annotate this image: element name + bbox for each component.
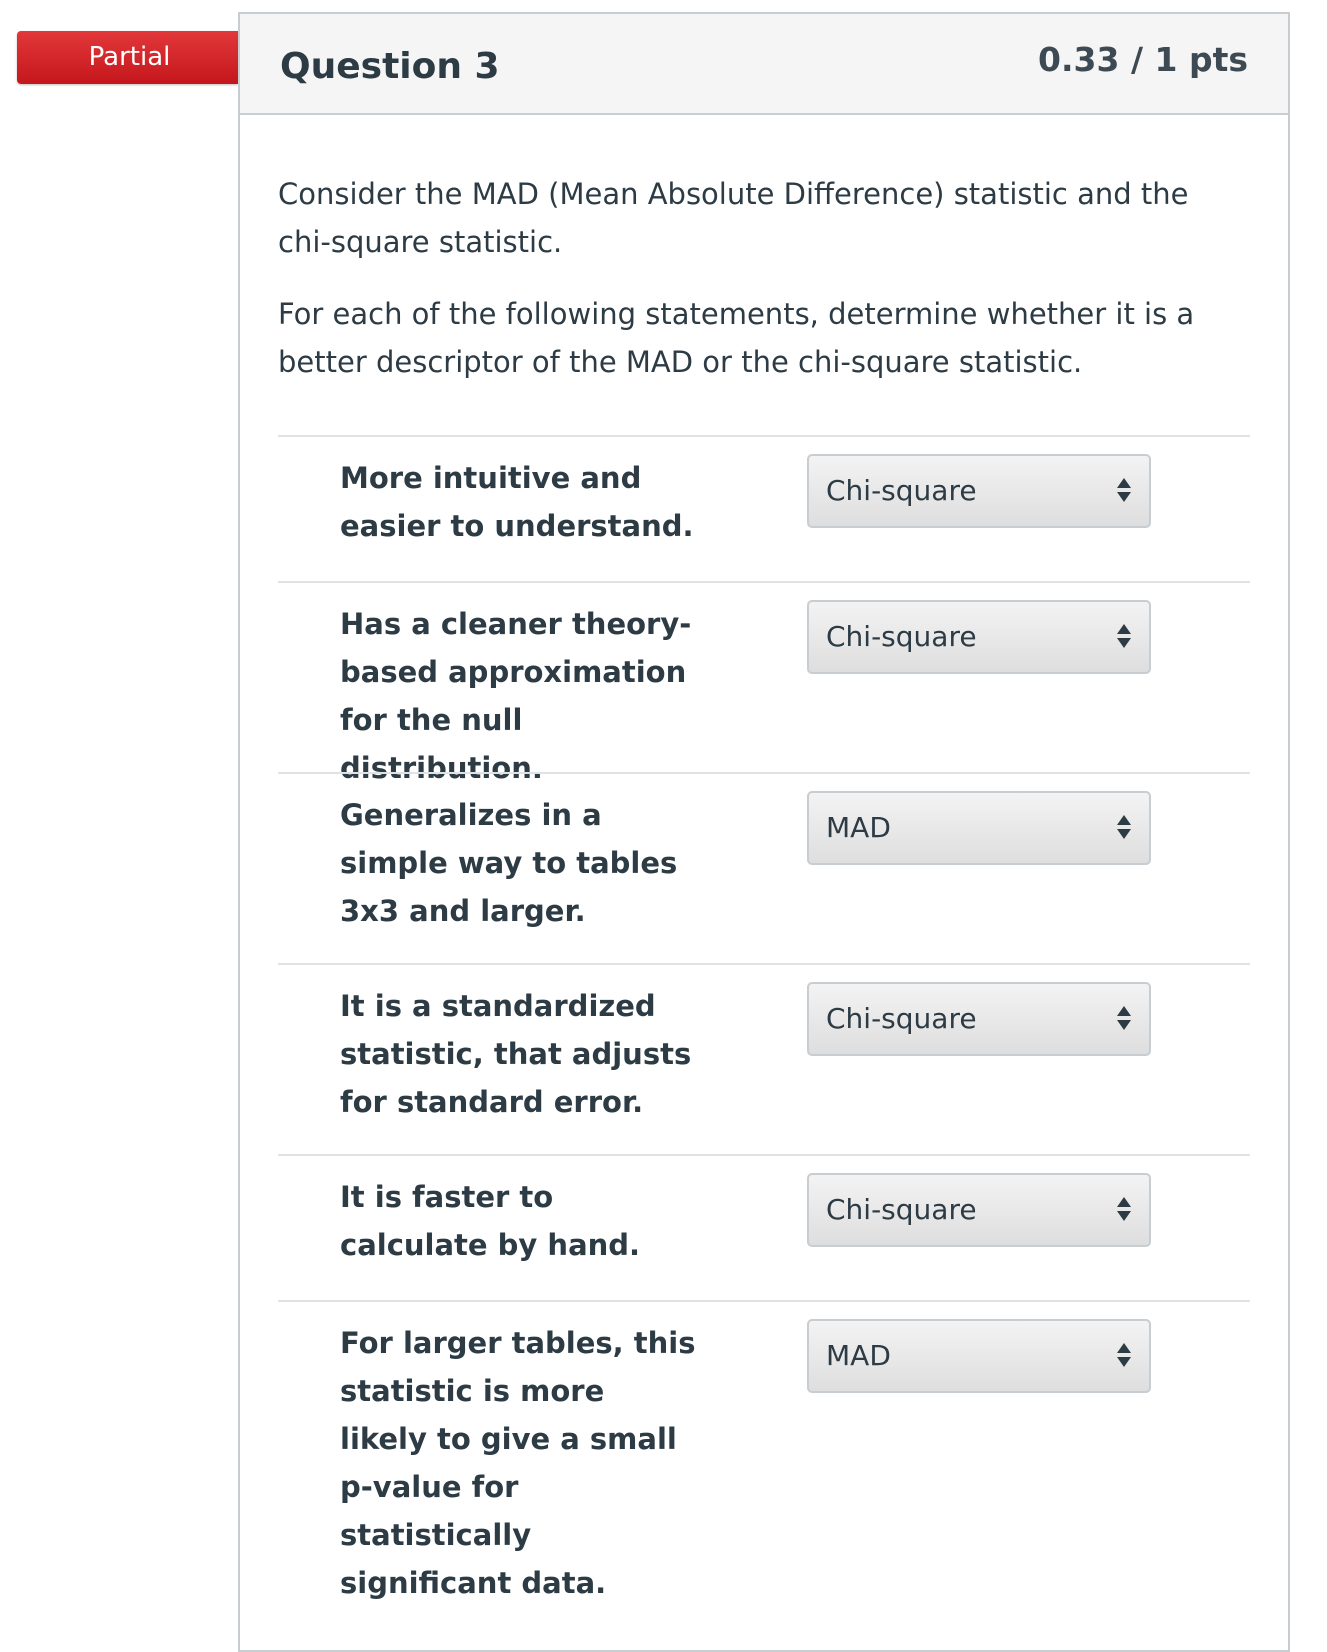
statement-text: More intuitive and easier to understand.: [340, 461, 694, 543]
answer-select[interactable]: [807, 1173, 1151, 1247]
statement-text: Has a cleaner theory-based approximation for the null distribution.: [340, 607, 692, 785]
select-arrows-icon: [1117, 478, 1131, 504]
status-badge: [17, 31, 238, 84]
answer-row: [278, 1300, 1250, 1600]
question-header: [240, 14, 1288, 115]
answer-row: [278, 581, 1250, 785]
status-badge-label: Partial: [88, 42, 171, 72]
answer-select[interactable]: [807, 982, 1151, 1056]
question-points: 0.33 / 1 pts: [1038, 40, 1248, 79]
answer-row: [278, 1154, 1250, 1300]
statement-text: It is faster to calculate by hand.: [340, 1180, 641, 1262]
answer-rows: [278, 435, 1250, 1600]
question-paragraph: Consider the MAD (Mean Absolute Difference) statistic and the chi-square statistic.: [278, 177, 1189, 259]
answer-row: [278, 963, 1250, 1154]
answer-select-value: Chi-square: [826, 620, 977, 653]
answer-select[interactable]: [807, 454, 1151, 528]
answer-row: [278, 772, 1250, 963]
answer-select[interactable]: [807, 791, 1151, 865]
answer-select-value: Chi-square: [826, 474, 977, 507]
answer-select-value: MAD: [826, 811, 891, 844]
select-arrows-icon: [1117, 624, 1131, 650]
statement-text: It is a standardized statistic, that adjusts for standard error.: [340, 989, 692, 1119]
select-arrows-icon: [1117, 1197, 1131, 1223]
statement-text: Generalizes in a simple way to tables 3x3 and larger.: [340, 798, 678, 928]
answer-select[interactable]: [807, 600, 1151, 674]
answer-select[interactable]: [807, 1319, 1151, 1393]
question-text: [278, 170, 1250, 410]
question-title: Question 3: [280, 46, 500, 87]
answer-select-value: Chi-square: [826, 1193, 977, 1226]
select-arrows-icon: [1117, 1343, 1131, 1369]
select-arrows-icon: [1117, 815, 1131, 841]
question-paragraph: For each of the following statements, determine whether it is a better descriptor of the MAD or the chi-square statistic.: [278, 297, 1195, 379]
answer-select-value: MAD: [826, 1339, 891, 1372]
answer-select-value: Chi-square: [826, 1002, 977, 1035]
answer-row: [278, 435, 1250, 581]
statement-text: For larger tables, this statistic is more likely to give a small p-value for statistically significant data.: [340, 1326, 696, 1600]
select-arrows-icon: [1117, 1006, 1131, 1032]
